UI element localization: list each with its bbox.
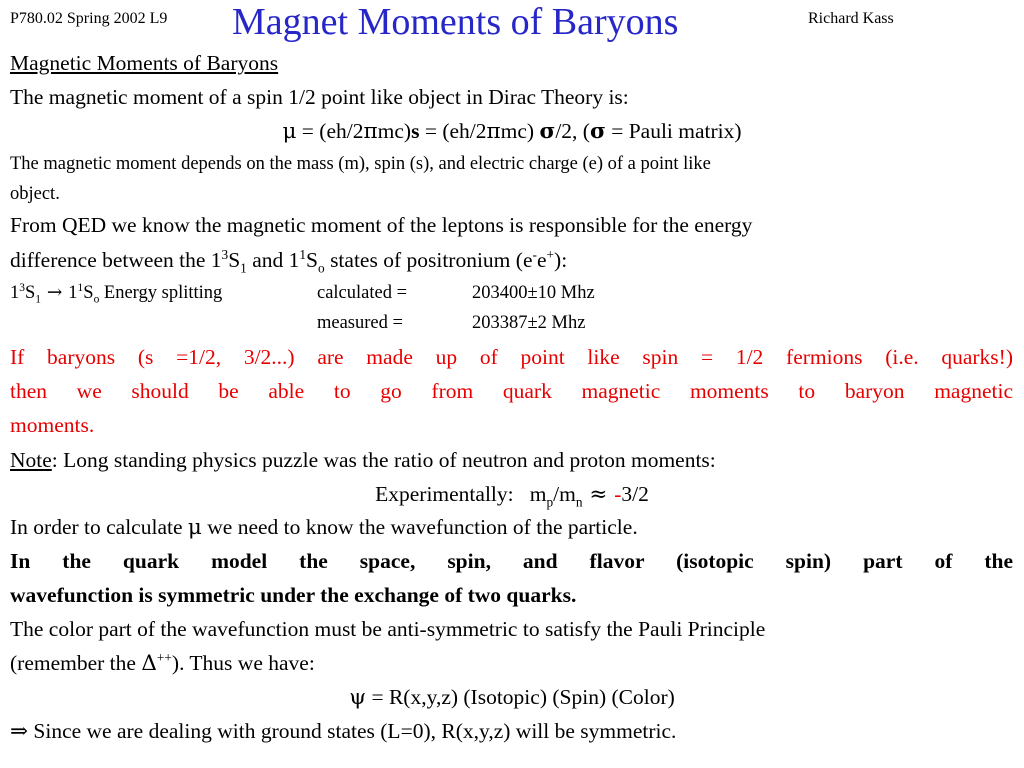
superscript: 1	[77, 281, 84, 294]
depends-line-2: object.	[10, 184, 60, 204]
text-span: Energy splitting	[99, 283, 223, 303]
superscript: 3	[221, 246, 229, 262]
text-span: 1	[10, 283, 20, 303]
subscript: 1	[240, 260, 247, 276]
course-label: P780.02 Spring 2002 L9	[10, 10, 168, 27]
note-line	[10, 447, 716, 473]
arrow-icon: →	[41, 282, 69, 303]
eq-text: /2, (	[555, 119, 590, 143]
subscript: 1	[35, 293, 42, 306]
dirac-equation	[0, 118, 1024, 145]
pi-symbol: π	[486, 119, 501, 144]
splitting-label	[10, 282, 222, 304]
experimentally-label: Experimentally:	[375, 482, 514, 506]
baryon-para-line-1: If baryons (s =1/2, 3/2...) are made up of point like spin = 1/2 fermions (i.e. quarks!)	[10, 345, 1013, 369]
baryon-para-line-2: then we should be able to go from quark magnetic moments to baryon magnetic	[10, 379, 1013, 403]
measured-value: 203387±2 Mhz	[472, 313, 586, 333]
subscript: n	[575, 494, 583, 510]
psi-symbol: ψ	[349, 685, 367, 710]
text-span: = R(x,y,z) (Isotopic) (Spin) (Color)	[366, 685, 675, 709]
delta-symbol: Δ	[141, 651, 157, 676]
conclusion-line	[10, 718, 676, 745]
eq-text: = Pauli matrix)	[605, 119, 742, 143]
psi-equation	[0, 684, 1024, 711]
color-line-1: The color part of the wavefunction must be anti-symmetric to satisfy the Pauli Principle	[10, 617, 766, 641]
eq-text: mc)	[377, 119, 412, 143]
sigma-symbol: σ	[589, 119, 606, 144]
text-span: Since we are dealing with ground states (L=0), R(x,y,z) will be symmetric.	[28, 719, 677, 743]
subscript: o	[318, 260, 325, 276]
calculated-value: 203400±10 Mhz	[472, 283, 595, 303]
text-span: and 1	[246, 248, 300, 272]
baryon-para-line-3: moments.	[10, 413, 95, 437]
eq-text: mc)	[500, 119, 540, 143]
quark-model-line-2: wavefunction is symmetric under the exchange of two quarks.	[10, 583, 577, 607]
implies-arrow-icon: ⇒	[10, 719, 29, 744]
superscript: +	[546, 246, 555, 262]
text-span: we need to know the wavefunction of the particle.	[201, 515, 638, 539]
author-label: Richard Kass	[808, 10, 894, 27]
mu-symbol: μ	[282, 119, 297, 144]
eq-text: = (eh/2	[419, 119, 487, 143]
calc-line	[10, 514, 638, 541]
text-span: m	[529, 482, 547, 506]
text-span: S	[24, 283, 36, 303]
text-span: e	[536, 248, 547, 272]
superscript: 3	[19, 281, 25, 294]
superscript: 1	[299, 246, 307, 262]
color-line-2	[10, 650, 315, 677]
section-heading: Magnetic Moments of Baryons	[10, 51, 279, 75]
eq-text: = (eh/2	[296, 119, 364, 143]
qed-line-1: From QED we know the magnetic moment of the leptons is responsible for the energy	[10, 213, 753, 237]
text-span: difference between the 1	[10, 248, 222, 272]
minus-sign: -	[614, 482, 622, 506]
subscript: p	[546, 494, 554, 510]
dirac-intro: The magnetic moment of a spin 1/2 point like object in Dirac Theory is:	[10, 85, 629, 109]
qed-line-2	[10, 246, 568, 276]
subscript: o	[93, 293, 100, 306]
ratio-value: 3/2	[621, 482, 649, 506]
text-span: states of positronium (e	[324, 248, 533, 272]
approx-symbol: ≈	[582, 482, 615, 507]
mu-symbol: μ	[187, 515, 202, 540]
text-span: /m	[553, 482, 576, 506]
quark-model-line-1: In the quark model the space, spin, and flavor (isotopic spin) part of the	[10, 549, 1013, 573]
text-span: S	[228, 248, 241, 272]
calculated-label: calculated =	[317, 283, 408, 303]
text-span: S	[306, 248, 319, 272]
note-text: : Long standing physics puzzle was the ratio of neutron and proton moments:	[51, 448, 716, 472]
text-span: ). Thus we have:	[171, 651, 315, 675]
sigma-symbol: σ	[539, 119, 556, 144]
measured-label: measured =	[317, 313, 403, 333]
text-span: In order to calculate	[10, 515, 188, 539]
spin-vector: s	[411, 119, 420, 143]
note-label: Note	[10, 448, 52, 472]
superscript: -	[532, 246, 537, 262]
text-span: (remember the	[10, 651, 142, 675]
depends-line-1: The magnetic moment depends on the mass (m), spin (s), and electric charge (e) of a point like	[10, 154, 711, 174]
pi-symbol: π	[363, 119, 378, 144]
slide-title: Magnet Moments of Baryons	[232, 1, 679, 43]
text-span: 1	[68, 283, 78, 303]
text-span: S	[83, 283, 94, 303]
text-span: ):	[554, 248, 568, 272]
superscript: ++	[156, 649, 172, 665]
experimental-ratio	[0, 481, 1024, 508]
